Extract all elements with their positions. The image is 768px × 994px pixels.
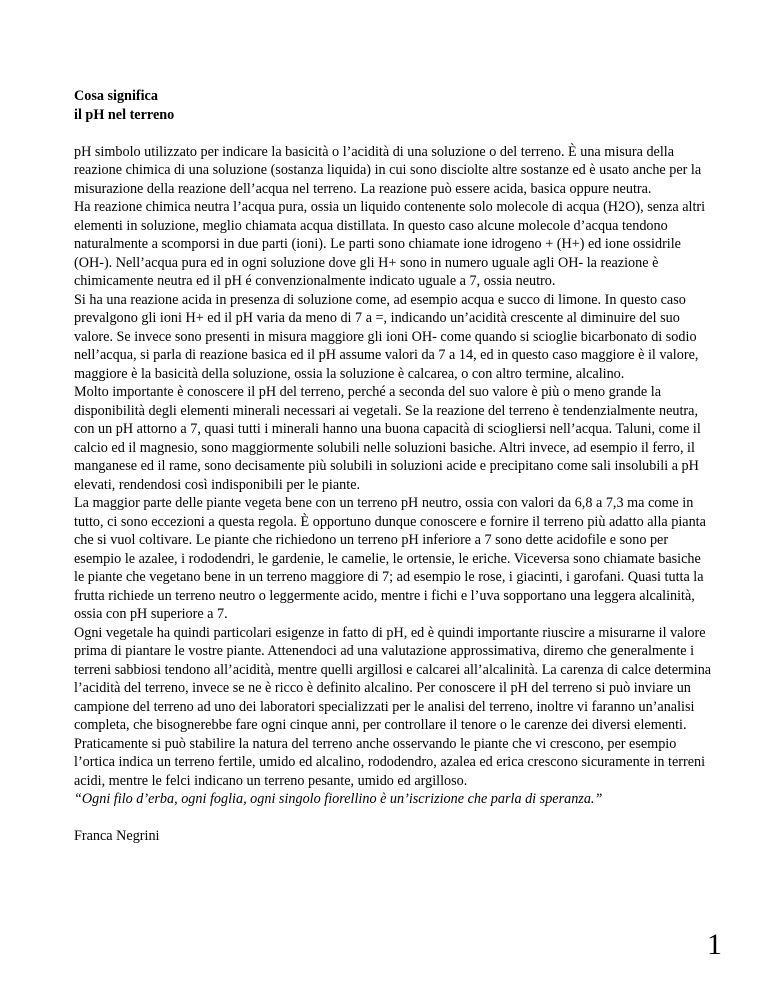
paragraph-7: Praticamente si può stabilire la natura del terreno anche osservando le piante che vi crescono, per esempio l’ortica indica un terreno fertile, umido ed alcalino, rododendro, azalea ed erica crescono sicuramente in terreni acidi, mentre le felci indicano un terreno pesante, umido ed argilloso. [74,735,706,789]
paragraph-6: Ogni vegetale ha quindi particolari esigenze in fatto di pH, ed è quindi importante riuscire a misurarne il valore prima di piantare le vostre piante. Attenendoci ad una valutazione approssimativa, diremo che generalmente i terreni sabbiosi tendono all’acidità, mentre quelli argillosi e calcarei all’alcalinità. La carenza di calce determina l’acidità del terreno, invece se ne è ricco è definito alcalino. Per conoscere il pH del terreno si può inviare un campione del terreno ad uno dei laboratori specializzati per le analisi del terreno, inoltre vi faranno un’analisi completa, che bisognerebbe fare ogni cinque anni, per controllare il tenore o le carenze dei diversi elementi. [74,624,712,733]
paragraph-4: Molto importante è conoscere il pH del terreno, perché a seconda del suo valore è più o meno grande la disponibilità degli elementi minerali necessari ai vegetali. Se la reazione del terreno è tendenzialmente neutra, con un pH attorno a 7, quasi tutti i minerali hanno una buona capacità di sciogliersi nell’acqua. Taluni, come il calcio ed il magnesio, sono maggiormente solubili nelle soluzioni basiche. Altri invece, ad esempio il ferro, il manganese ed il rame, sono decisamente più solubili in soluzioni acide e precipitano come sali insolubili a pH elevati, rendendosi così indisponibili per le piante. [74,384,701,493]
spacer [74,809,714,828]
paragraph-2: Ha reazione chimica neutra l’acqua pura, ossia un liquido contenente solo molecole di acqua (H2O), senza altri elementi in soluzione, meglio chiamata acqua distillata. In questo caso alcune molecole d’acqua tendono naturalmente a scomporsi in due parti (ioni). Le parti sono chiamate ione idrogeno + (H+) ed ione ossidrile (OH-). Nell’acqua pura ed in ogni soluzione dove gli H+ sono in numero uguale agli OH- la reazione è chimicamente neutra ed il pH é convenzionalmente indicato uguale a 7, ossia neutro. [74,199,706,289]
title-line-2: il pH nel terreno [74,106,175,123]
page-number: 1 [707,928,722,961]
paragraph-3: Si ha una reazione acida in presenza di soluzione come, ad esempio acqua e succo di limone. In questo caso prevalgono gli ioni H+ ed il pH varia da meno di 7 a =, indicando un’acidità crescente al diminuire del suo valore. Se invece sono presenti in misura maggiore gli ioni OH- come quando si scioglie bicarbonato di sodio nell’acqua, si parla di reazione basica ed il pH assume valori da 7 a 14, ed in questo caso maggiore è il valore, maggiore è la basicità della soluzione, ossia la soluzione è calcarea, o con altro termine, alcalino. [74,291,699,382]
spacer [74,124,714,143]
paragraph-5: La maggior parte delle piante vegeta bene con un terreno pH neutro, ossia con valori da 6,8 a 7,3 ma come in tutto, ci sono eccezioni a questa regola. È opportuno dunque conoscere e fornire il terreno più adatto alla pianta che si vuol coltivare. Le piante che richiedono un terreno pH inferiore a 7 sono dette acidofile e sono per esempio le azalee, i rododendri, le gardenie, le camelie, le ortensie, le eriche. Viceversa sono chiamate basiche le piante che vegetano bene in un terreno maggiore di 7; ad esempio le rose, i giacinti, i garofani. Quasi tutta la frutta richiede un terreno neutro o leggermente acido, mentre i fichi e l’uva sopportano una leggera alcalinità, ossia con pH superiore a 7. [74,495,706,622]
document-body [74,87,714,846]
closing-quote: “Ogni filo d’erba, ogni foglia, ogni singolo fiorellino è un’iscrizione che parla di speranza.” [74,791,603,807]
title-line-1: Cosa significa [74,88,158,104]
author-name: Franca Negrini [74,828,160,844]
paragraph-1: pH simbolo utilizzato per indicare la basicità o l’acidità di una soluzione o del terreno. È una misura della reazione chimica di una soluzione (sostanza liquida) in cui sono disciolte altre sostanze ed è usato anche per la misurazione della reazione dell’acqua nel terreno. La reazione può essere acida, basica oppure neutra. [74,143,702,197]
